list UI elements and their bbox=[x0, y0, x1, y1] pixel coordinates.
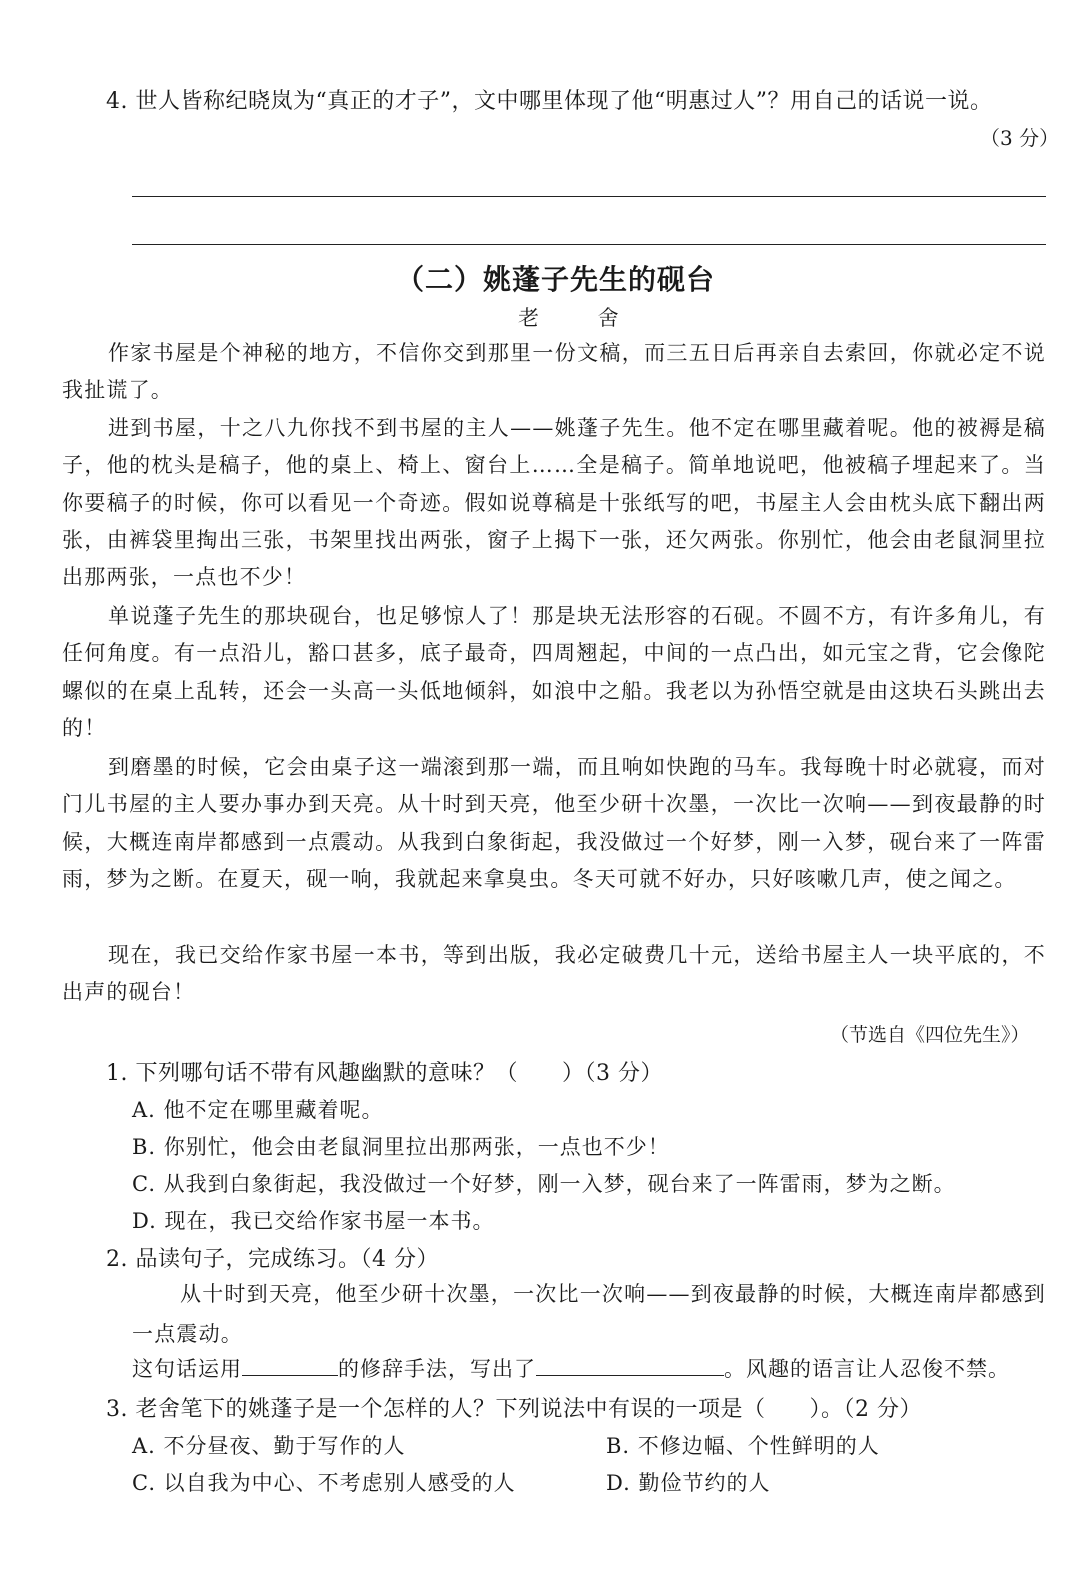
question-1-stem bbox=[106, 1056, 663, 1087]
question-1-stem-start: 1. 下列哪句话不带有风趣幽默的意味？（ bbox=[106, 1061, 518, 1086]
question-3-stem bbox=[106, 1392, 922, 1423]
question-3-option-a: A. 不分昼夜、勤于写作的人 bbox=[132, 1434, 406, 1458]
question-4-score: （3 分） bbox=[980, 126, 1060, 150]
question-2-blank-effect[interactable] bbox=[536, 1355, 724, 1376]
question-3-option-c: C. 以自我为中心、不考虑别人感受的人 bbox=[132, 1471, 516, 1495]
article-paragraph-5: 现在，我已交给作家书屋一本书，等到出版，我必定破费几十元，送给书屋主人一块平底的，不出声的砚台！ bbox=[62, 943, 1046, 1005]
article-paragraph-2: 进到书屋，十之八九你找不到书屋的主人——姚蓬子先生。他不定在哪里藏着呢。他的被褥是稿子，他的枕头是稿子，他的桌上、椅上、窗台上……全是稿子。简单地说吧，他被稿子埋起来了。当你要稿子的时候，你可以看见一个奇迹。假如说尊稿是十张纸写的吧，书屋主人会由枕头底下翻出两张，由裤袋里掏出三张，书架里找出两张，窗子上揭下一张，还欠两张。你别忙，他会由老鼠洞里拉出那两张，一点也不少！ bbox=[62, 416, 1046, 590]
question-2-quote: 从十时到天亮，他至少研十次墨，一次比一次响——到夜最静的时候，大概连南岸都感到一点震动。 bbox=[132, 1282, 1046, 1346]
article-paragraph-3: 单说蓬子先生的那块砚台，也足够惊人了！那是块无法形容的石砚。不圆不方，有许多角儿，有任何角度。有一点沿儿，豁口甚多，底子最奇，四周翘起，中间的一点凸出，如元宝之背，它会像陀螺似的在桌上乱转，还会一头高一头低地倾斜，如浪中之船。我老以为孙悟空就是由这块石头跳出去的！ bbox=[62, 604, 1046, 740]
article-source: （节选自《四位先生》） bbox=[830, 1024, 1030, 1046]
question-2-blank-rhetoric[interactable] bbox=[242, 1355, 338, 1376]
question-3-stem-start: 3. 老舍笔下的姚蓬子是一个怎样的人？下列说法中有误的一项是（ bbox=[106, 1397, 766, 1422]
article-paragraph-1: 作家书屋是个神秘的地方，不信你交到那里一份文稿，而三五日后再亲自去索回，你就必定不说我扯谎了。 bbox=[62, 341, 1046, 403]
question-1-stem-end: ）（3 分） bbox=[562, 1061, 663, 1086]
question-3-option-b: B. 不修边幅、个性鲜明的人 bbox=[606, 1434, 880, 1458]
answer-line-2[interactable] bbox=[132, 244, 1046, 245]
question-3-option-d: D. 勤俭节约的人 bbox=[606, 1471, 771, 1495]
answer-line-1[interactable] bbox=[132, 196, 1046, 197]
question-3-stem-end: ）。（2 分） bbox=[809, 1397, 922, 1422]
question-1-option-b: B. 你别忙，他会由老鼠洞里拉出那两张，一点也不少！ bbox=[132, 1135, 670, 1159]
question-4-text: 4. 世人皆称纪晓岚为“真正的才子”，文中哪里体现了他“明惠过人”？用自己的话说一说。 bbox=[106, 89, 993, 114]
question-2-fill-part-3: 。风趣的语言让人忍俊不禁。 bbox=[724, 1357, 1010, 1381]
question-2-fill-part-2: 的修辞手法，写出了 bbox=[338, 1357, 536, 1381]
article-author: 老 舍 bbox=[518, 306, 645, 330]
question-1-option-d: D. 现在，我已交给作家书屋一本书。 bbox=[132, 1209, 495, 1233]
question-2-stem: 2. 品读句子，完成练习。（4 分） bbox=[106, 1247, 439, 1272]
question-1-option-c: C. 从我到白象街起，我没做过一个好梦，刚一入梦，砚台来了一阵雷雨，梦为之断。 bbox=[132, 1172, 956, 1196]
article-title: （二）姚蓬子先生的砚台 bbox=[396, 263, 716, 296]
question-2-fill-part-1: 这句话运用 bbox=[132, 1357, 242, 1381]
question-1-option-a: A. 他不定在哪里藏着呢。 bbox=[132, 1098, 384, 1122]
article-paragraph-4: 到磨墨的时候，它会由桌子这一端滚到那一端，而且响如快跑的马车。我每晚十时必就寝，而对门儿书屋的主人要办事办到天亮。从十时到天亮，他至少研十次墨，一次比一次响——到夜最静的时候，大概连南岸都感到一点震动。从我到白象街起，我没做过一个好梦，刚一入梦，砚台来了一阵雷雨，梦为之断。在夏天，砚一响，我就起来拿臭虫。冬天可就不好办，只好咳嗽几声，使之闻之。 bbox=[62, 755, 1046, 891]
question-2-fill-sentence bbox=[132, 1353, 1010, 1383]
